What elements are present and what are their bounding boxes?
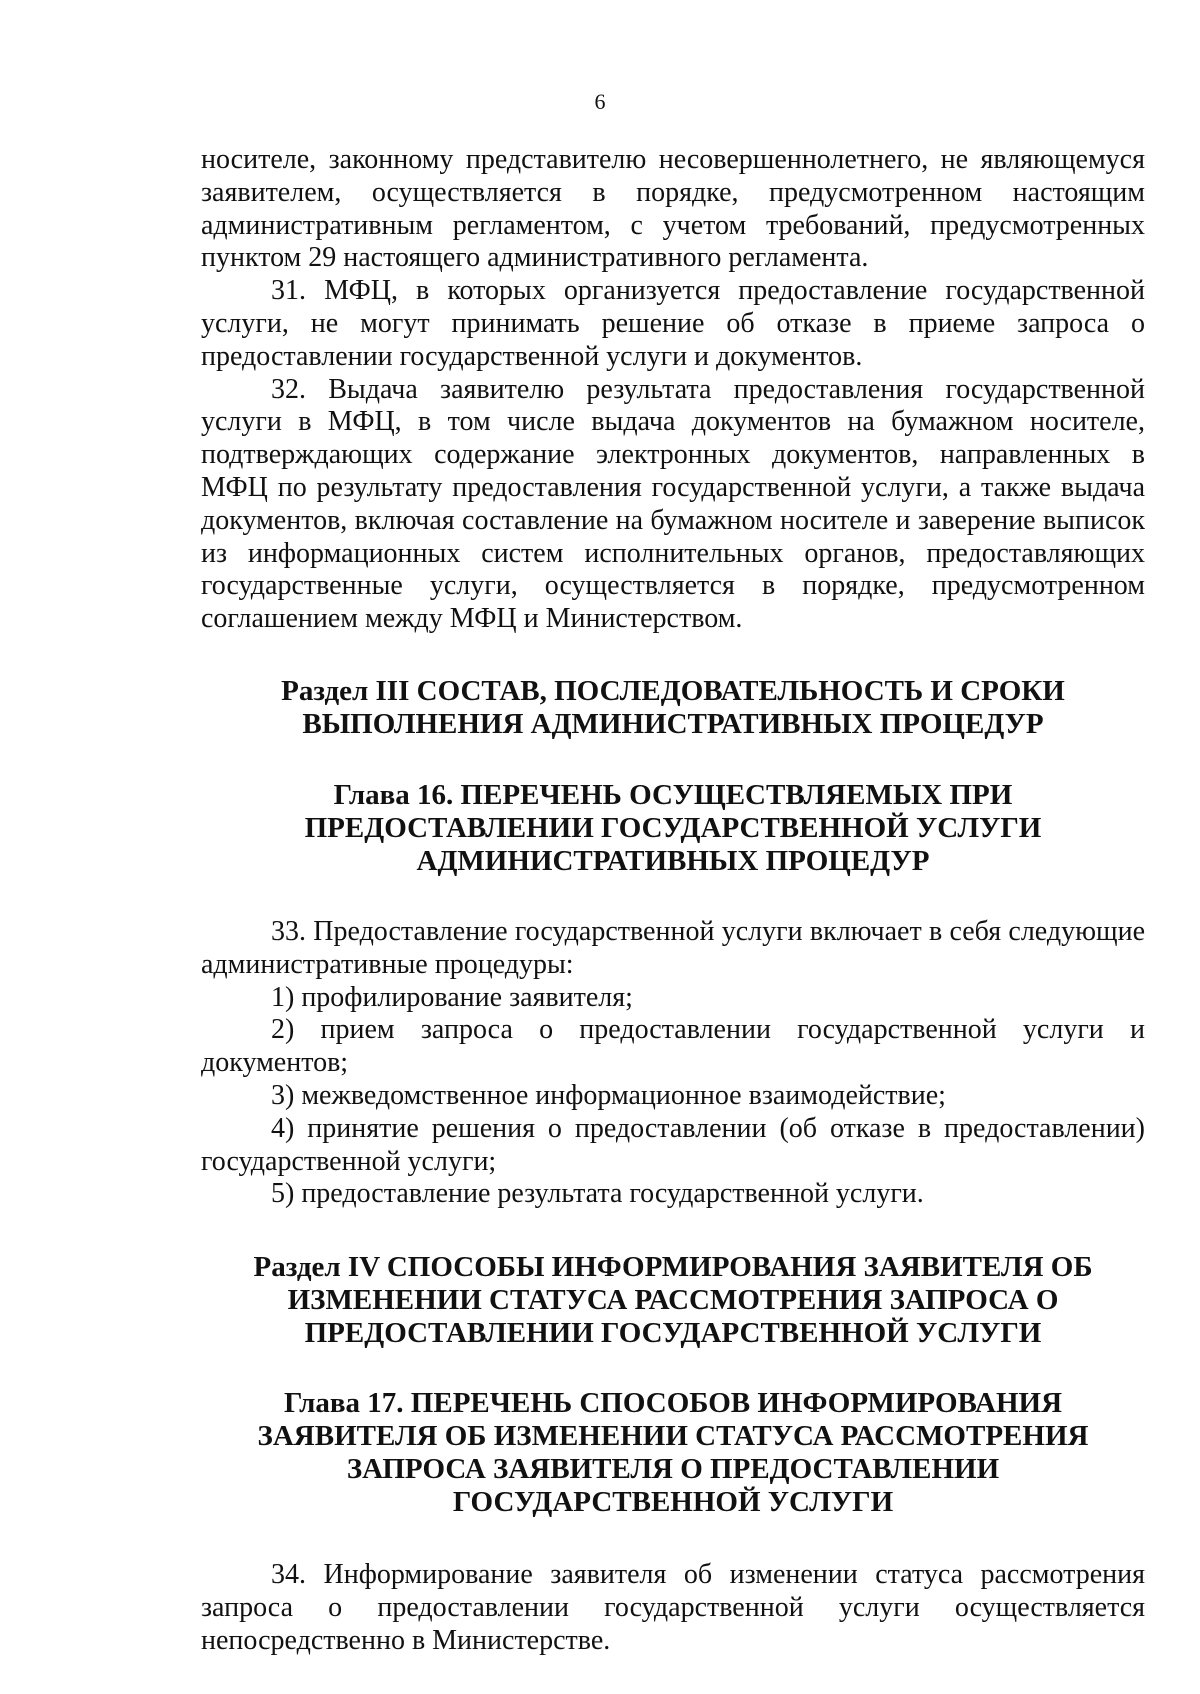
procedure-list (201, 982, 1145, 1212)
chapter-16-heading: Глава 16. ПЕРЕЧЕНЬ ОСУЩЕСТВЛЯЕМЫХ ПРИ ПРЕДОСТАВЛЕНИИ ГОСУДАРСТВЕННОЙ УСЛУГИ АДМИНИСТРАТИВНЫХ ПРОЦЕДУР (304, 778, 1042, 877)
paragraph-continuation: носителе, законному представителю несовершеннолетнего, не являющемуся заявителем, осуществляется в порядке, предусмотренном настоящим административным регламентом, с учетом требований, предусмотренных пунктом 29 настоящего административного регламента. (201, 144, 1145, 274)
list-item: 1) профилирование заявителя; (271, 981, 633, 1013)
list-item: 4) принятие решения о предоставлении (об отказе в предоставлении) государственной услуги; (201, 1112, 1145, 1177)
page-content (201, 144, 1145, 1658)
section-3-heading: Раздел III СОСТАВ, ПОСЛЕДОВАТЕЛЬНОСТЬ И СРОКИ ВЫПОЛНЕНИЯ АДМИНИСТРАТИВНЫХ ПРОЦЕДУР (281, 674, 1065, 740)
list-item: 5) предоставление результата государственной услуги. (271, 1178, 924, 1210)
page-number: 6 (594, 89, 606, 114)
paragraph-31: 31. МФЦ, в которых организуется предоставление государственной услуги, не могут принимать решение об отказе в приеме запроса о предоставлении государственной услуги и документов. (201, 275, 1145, 372)
paragraph-32: 32. Выдача заявителю результата предоставления государственной услуги в МФЦ, в том числе выдача документов на бумажном носителе, подтверждающих содержание электронных документов, направленных в МФЦ по результату предоставления государственной услуги, а также выдача документов, включая составление на бумажном носителе и заверение выписок из информационных систем исполнительных органов, предоставляющих государственные услуги, осуществляется в порядке, предусмотренном соглашением между МФЦ и Министерством. (201, 373, 1145, 635)
paragraph-33: 33. Предоставление государственной услуги включает в себя следующие административные процедуры: (201, 915, 1145, 980)
list-item: 2) прием запроса о предоставлении государственной услуги и документов; (201, 1014, 1145, 1079)
list-item: 3) межведомственное информационное взаимодействие; (271, 1079, 946, 1111)
paragraph-34: 34. Информирование заявителя об изменении статуса рассмотрения запроса о предоставлении государственной услуги осуществляется непосредственно в Министерстве. (201, 1559, 1145, 1656)
chapter-17-heading: Глава 17. ПЕРЕЧЕНЬ СПОСОБОВ ИНФОРМИРОВАНИЯ ЗАЯВИТЕЛЯ ОБ ИЗМЕНЕНИИ СТАТУСА РАССМОТРЕНИЯ ЗАПРОСА ЗАЯВИТЕЛЯ О ПРЕДОСТАВЛЕНИИ ГОСУДАРСТВЕННОЙ УСЛУГИ (257, 1387, 1089, 1519)
section-4-heading: Раздел IV СПОСОБЫ ИНФОРМИРОВАНИЯ ЗАЯВИТЕЛЯ ОБ ИЗМЕНЕНИИ СТАТУСА РАССМОТРЕНИЯ ЗАПРОСА О ПРЕДОСТАВЛЕНИИ ГОСУДАРСТВЕННОЙ УСЛУГИ (253, 1251, 1093, 1350)
